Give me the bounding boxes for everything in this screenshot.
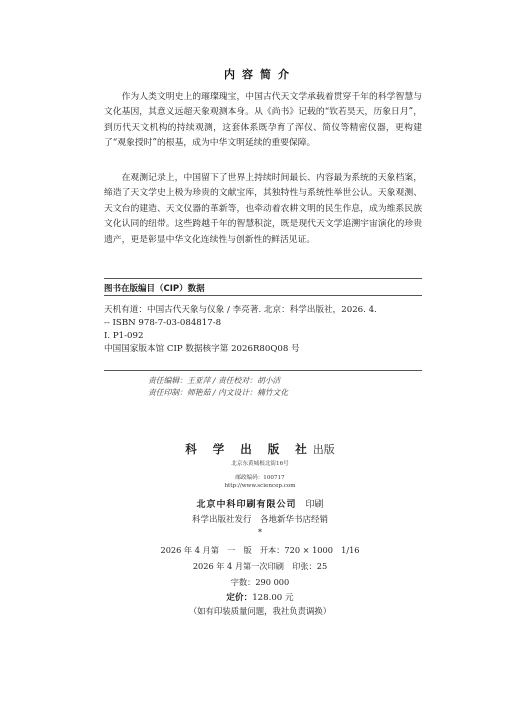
printer-name: 北京中科印刷有限公司 bbox=[196, 500, 297, 510]
publisher-suffix: 出版 bbox=[312, 443, 335, 456]
section-title: 内容简介 bbox=[224, 68, 296, 81]
cip-heading: 图书在版编目（CIP）数据 bbox=[104, 284, 205, 294]
divider-cip bbox=[104, 295, 422, 296]
printer-line bbox=[0, 497, 520, 510]
distribution-line: 科学出版社发行 各地新华书店经销 bbox=[191, 515, 328, 525]
cip-line-title: 天机有道：中国古代天象与仪象 / 李亮著. 北京：科学出版社，2026. 4. bbox=[104, 305, 377, 315]
publisher-address: 北京东黄城根北街16号 bbox=[231, 461, 289, 467]
cip-line-isbn: -- ISBN 978-7-03-084817-8 bbox=[104, 318, 222, 328]
publisher-name: 科 学 出 版 社 bbox=[185, 442, 313, 456]
intro-paragraph-1: 作为人类文明史上的璀璨瑰宝，中国古代天文学承载着贯穿千年的科学智慧与文化基因，其意义远超天象观测本身。从《尚书》记载的“钦若昊天，历象日月”，到历代天文机构的持续观测，这套体系既孕育了浑仪、简仪等精密仪器，更构建了“观象授时”的根基，成为中华文明延续的重要保障。 bbox=[104, 92, 422, 149]
edition-line: 2026 年 4 月第 一 版 开本：720 × 1000 1/16 bbox=[160, 545, 360, 555]
staff-line-production: 责任印制：师艳茹 / 内文设计：楠竹文化 bbox=[148, 388, 289, 397]
word-count: 字数：290 000 bbox=[230, 577, 290, 587]
publisher-website: http://www.sciencep.com bbox=[224, 483, 296, 489]
cip-line-classification: Ⅰ. P1-092 bbox=[104, 331, 144, 341]
quality-note: （如有印装质量问题，我社负责调换） bbox=[188, 606, 332, 616]
price-value: 128.00 元 bbox=[252, 593, 294, 603]
price-label: 定价： bbox=[226, 593, 253, 603]
publisher-postcode: 邮政编码：100717 bbox=[235, 475, 285, 481]
publisher-line bbox=[0, 441, 520, 457]
price-line bbox=[0, 591, 520, 603]
cip-line-record-number: 中国国家版本馆 CIP 数据核字第 2026R80Q08 号 bbox=[104, 344, 300, 354]
impression-line: 2026 年 4 月第一次印刷 印张：25 bbox=[192, 561, 328, 571]
intro-paragraph-2: 在观测记录上，中国留下了世界上持续时间最长、内容最为系统的天象档案，缔造了天文学史上极为珍贵的文献宝库，其独特性与系统性举世公认。天象观测、天文台的建造、天文仪器的革新等，也牵动着农耕文明的民生作息，成为维系民族文化认同的纽带。这些跨越千年的智慧积淀，既是现代天文学追溯宇宙演化的珍贵遗产，更是彰显中华文化连续性与创新性的鲜活见证。 bbox=[104, 173, 422, 245]
separator-star: * bbox=[258, 528, 262, 537]
divider-bottom bbox=[104, 370, 422, 371]
divider-top bbox=[104, 278, 422, 279]
printer-suffix: 印刷 bbox=[305, 500, 324, 510]
staff-line-editors: 责任编辑：王亚萍 / 责任校对：胡小洁 bbox=[148, 376, 281, 385]
